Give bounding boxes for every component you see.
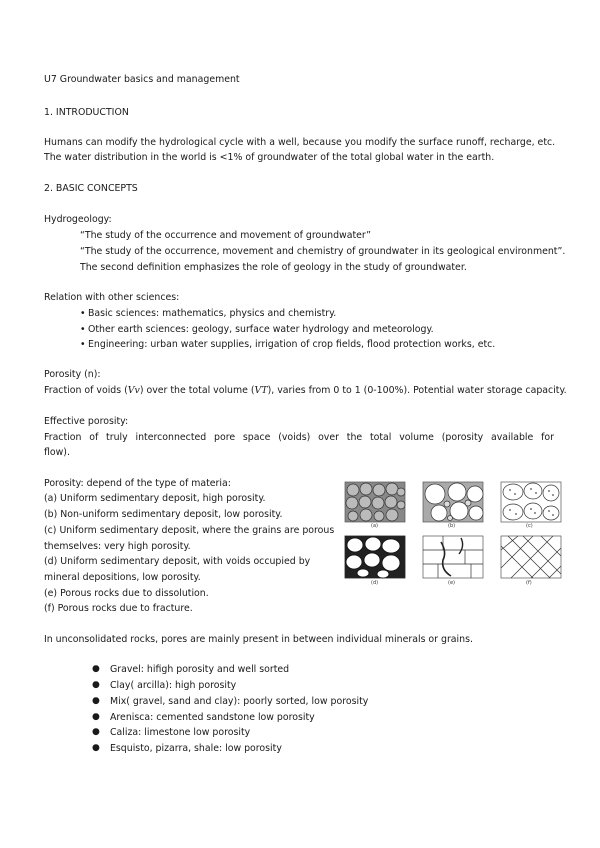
figure-panel-a [345,482,405,522]
rock-list-item: Esquisto, pizarra, shale: low porosity [110,743,282,754]
porosity-label: Porosity (n): [44,369,101,380]
figure-caption: (b) [448,523,456,529]
figure-panel-e [423,536,483,578]
hydrogeology-definition: The second definition emphasizes the role of geology in the study of groundwater. [80,262,467,273]
bullet-icon: ● [92,727,100,737]
bullet-icon: ● [92,680,100,690]
vt-symbol: VT [254,385,268,396]
figure-caption: (c) [526,523,533,529]
rock-list-item: Gravel: hifigh porosity and well sorted [110,664,290,675]
porosity-type-line: (f) Porous rocks due to fracture. [44,603,193,614]
figure-panel-c [501,482,561,522]
relation-list-item: • Other earth sciences: geology, surface water hydrology and meteorology. [88,324,434,336]
hydrogeology-definition: “The study of the occurrence, movement and chemistry of groundwater in its geological environment”. [80,246,566,257]
porosity-type-line: (a) Uniform sedimentary deposit, high porosity. [44,493,266,504]
figure-panel-b [423,482,483,522]
porosity-type-line: (e) Porous rocks due to dissolution. [44,588,209,599]
relation-list-item: • Basic sciences: mathematics, physics and chemistry. [88,308,336,320]
document-title: U7 Groundwater basics and management [44,74,240,85]
figure-caption: (d) [371,580,379,586]
intro-paragraph-line: Humans can modify the hydrological cycle with a well, because you modify the surface runoff, recharge, etc. [44,137,556,148]
effective-porosity-definition: Fraction of truly interconnected pore space (voids) over the total volume (porosity available for [44,432,554,443]
rock-list-item: Caliza: limestone low porosity [110,727,251,738]
section-heading-basic-concepts: 2. BASIC CONCEPTS [44,183,138,194]
porosity-type-line: mineral depositions, low porosity. [44,572,201,583]
bullet-icon: ● [92,696,100,706]
figure-panel-f [501,536,561,578]
figure-caption: (e) [448,580,455,586]
effective-porosity-label: Effective porosity: [44,416,129,427]
bullet-icon: ● [92,712,100,722]
porosity-type-line: (d) Uniform sedimentary deposit, with voids occupied by [44,556,311,567]
figure-panel-d [345,536,405,578]
porosity-types-figure [343,480,563,600]
figure-caption: (a) [371,523,378,529]
rock-list-item: Arenisca: cemented sandstone low porosity [110,712,315,723]
vv-symbol: Vv [127,385,140,396]
porosity-type-line: (c) Uniform sedimentary deposit, where the grains are porous [44,525,335,536]
intro-paragraph-line: The water distribution in the world is <1% of groundwater of the total global water in the earth. [44,152,495,163]
porosity-depend-label: Porosity: depend of the type of materia: [44,478,231,489]
hydrogeology-definition: “The study of the occurrence and movement of groundwater” [80,230,372,241]
hydrogeology-label: Hydrogeology: [44,214,112,225]
unconsolidated-rocks-sentence: In unconsolidated rocks, pores are mainly present in between individual minerals or grains. [44,634,473,645]
rock-list-item: Mix( gravel, sand and clay): poorly sorted, low porosity [110,696,369,707]
porosity-type-line: themselves: very high porosity. [44,541,191,552]
figure-caption: (f) [526,580,532,586]
effective-porosity-definition-cont: flow). [44,447,70,458]
relation-list-item: • Engineering: urban water supplies, irrigation of crop fields, flood protection works, etc. [88,339,495,351]
bullet-icon: ● [92,664,100,674]
section-heading-introduction: 1. INTRODUCTION [44,107,129,118]
rock-list-item: Clay( arcilla): high porosity [110,680,237,691]
porosity-type-line: (b) Non-uniform sedimentary deposit, low porosity. [44,509,283,520]
relation-label: Relation with other sciences: [44,292,180,303]
bullet-icon: ● [92,743,100,753]
porosity-definition: Fraction of voids (Vv) over the total volume (VT), varies from 0 to 1 (0-100%). Potential water storage capacity. [44,385,567,396]
